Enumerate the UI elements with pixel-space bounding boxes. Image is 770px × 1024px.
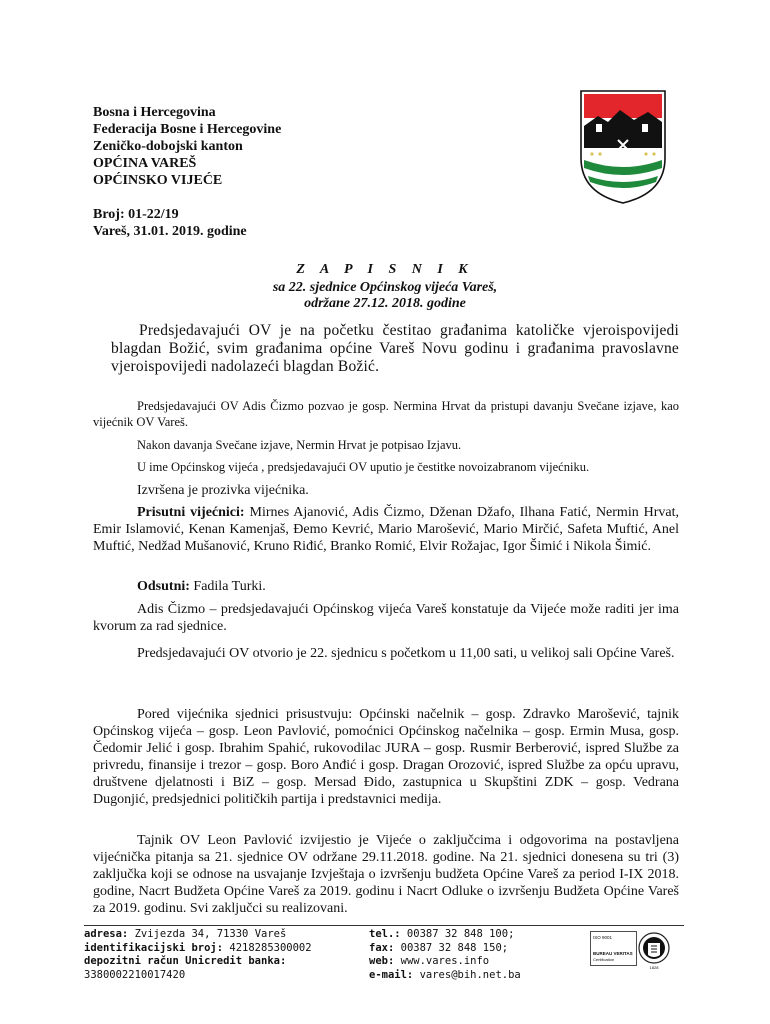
bank-account-value: 3380002210017420 <box>84 968 186 981</box>
bank-account-label: depozitni račun Unicredit banka: <box>84 955 287 967</box>
absent-list: Fadila Turki. <box>189 579 266 594</box>
paragraph-greetings: Predsjedavajući OV je na početku čestitao građanima katoličke vjeroispovijedi blagdan Božić, svim građanima općine Vareš Novu godinu i građanima pravoslavne vjeroispovijedi nadolazeći blagdan Božić. <box>111 322 679 375</box>
email-label: e-mail: <box>369 968 414 981</box>
paragraph-attendees: Pored vijećnika sjednici prisustvuju: Općinski načelnik – gosp. Zdravko Marošević, tajnik Općinskog vijeća – gosp. Leon Pavlović, pomoćnici Općinskog načelnika – gosp. Ermin Musa, gosp. Čedomir Jelić i gosp. Ibrahim Spahić, rukovodilac JURA – gosp. Rusmir Berberović, ispred Službe za privredu, finansije i trezor – gosp. Boro Anđić i gosp. Dragan Orozović, ispred Službe za opću upravu, društvene djelatnosti i BiZ – gosp. Mersad Đido, zastupnica u Skupštini ZDK – gosp. Vedrana Dugonjić, predsjednici političkih partija i predstavnici medija. <box>93 707 679 807</box>
document-title: Z A P I S N I K <box>296 262 474 277</box>
phone-value: 00387 32 848 100; <box>400 928 515 940</box>
footer-divider <box>84 925 684 926</box>
header-council: OPĆINSKO VIJEĆE <box>93 173 223 188</box>
header-federation: Federacija Bosne i Hercegovine <box>93 122 282 137</box>
present-label: Prisutni vijećnici: <box>137 505 245 520</box>
footer-contact-left <box>84 928 312 982</box>
present-list: Mirnes Ajanović, Adis Čizmo, Dženan Džafo, Ilhana Fatić, Nermin Hrvat, Emir Islamović, Kenan Kamenjaš, Đemo Kevrić, Mario Marošević, Mario Mirčić, Safeta Muftić, Anel Muftić, Nedžad Mušanović, Kruno Riđić, Branko Romić, Elvir Rožajac, Igor Šimić i Nikola Šimić. <box>93 505 680 554</box>
web-label: web: <box>369 955 395 967</box>
web-link[interactable]: www.vares.info <box>394 955 490 967</box>
document-number: Broj: 01-22/19 <box>93 207 179 222</box>
paragraph-present-members <box>93 504 679 555</box>
address-value: Zvijezda 34, 71330 Vareš <box>128 928 287 940</box>
fax-label: fax: <box>369 941 395 954</box>
document-subtitle-session: sa 22. sjednice Općinskog vijeća Vareš, <box>272 280 498 295</box>
header-municipality: OPĆINA VAREŠ <box>93 156 197 171</box>
absent-label: Odsutni: <box>137 579 190 594</box>
municipality-header <box>93 104 281 240</box>
footer-contact-right <box>369 928 521 982</box>
fax-value: 00387 32 848 150; <box>394 941 509 954</box>
bv-certification: Certification <box>593 957 615 962</box>
paragraph-oath-signed: Nakon davanja Svečane izjave, Nermin Hrvat je potpisao Izjavu. <box>137 438 462 452</box>
document-place-date: Vareš, 31.01. 2019. godine <box>93 224 247 239</box>
header-country: Bosna i Hercegovina <box>93 105 216 120</box>
email-link[interactable]: vares@bih.net.ba <box>413 968 521 981</box>
paragraph-quorum: Adis Čizmo – predsjedavajući Općinskog vijeća Vareš konstatuje da Vijeće može raditi jer ima kvorum za rad sjednice. <box>93 602 679 634</box>
bureau-veritas-certification-logo <box>590 931 674 971</box>
id-number-label: identifikacijski broj: <box>84 941 224 954</box>
iso-label: ISO 9001 <box>593 935 613 940</box>
paragraph-absent-members <box>137 578 677 595</box>
paragraph-congratulations: U ime Općinskog vijeća , predsjedavajući OV uputio je čestitke novoizabranom vijećniku. <box>137 460 590 474</box>
id-number-value: 4218285300002 <box>223 941 312 954</box>
phone-label: tel.: <box>369 928 401 940</box>
coat-of-arms-logo <box>578 88 668 206</box>
bv-year: 1828 <box>649 965 659 970</box>
paragraph-roll-call: Izvršena je prozivka vijećnika. <box>137 483 309 498</box>
address-label: adresa: <box>84 928 129 940</box>
paragraph-session-opened: Predsjedavajući OV otvorio je 22. sjednicu s početkom u 11,00 sati, u velikoj sali Općine Vareš. <box>137 646 675 661</box>
paragraph-secretary-report: Tajnik OV Leon Pavlović izvijestio je Vijeće o zaključcima i odgovorima na postavljena vijećnička pitanja sa 21. sjednice OV održane 29.11.2018. godine. Na 21. sjednici donesena su tri (3) zaključka koji se odnose na usvajanje Izvještaja o izvršenju budžeta Općine Vareš za period I-IX 2018. godine, Nacrt Budžeta Općine Vareš za 2019. godinu i Nacrt Odluke o izvršenju Budžeta Općine Vareš za 2019. godinu. Svi zaključci su realizovani. <box>93 833 679 916</box>
paragraph-oath-invitation: Predsjedavajući OV Adis Čizmo pozvao je gosp. Nermina Hrvat da pristupi davanju Svečane izjave, kao vijećnik OV Vareš. <box>93 399 679 429</box>
bv-name: BUREAU VERITAS <box>593 951 633 956</box>
document-subtitle-date: održane 27.12. 2018. godine <box>304 296 466 311</box>
header-canton: Zeničko-dobojski kanton <box>93 139 243 154</box>
